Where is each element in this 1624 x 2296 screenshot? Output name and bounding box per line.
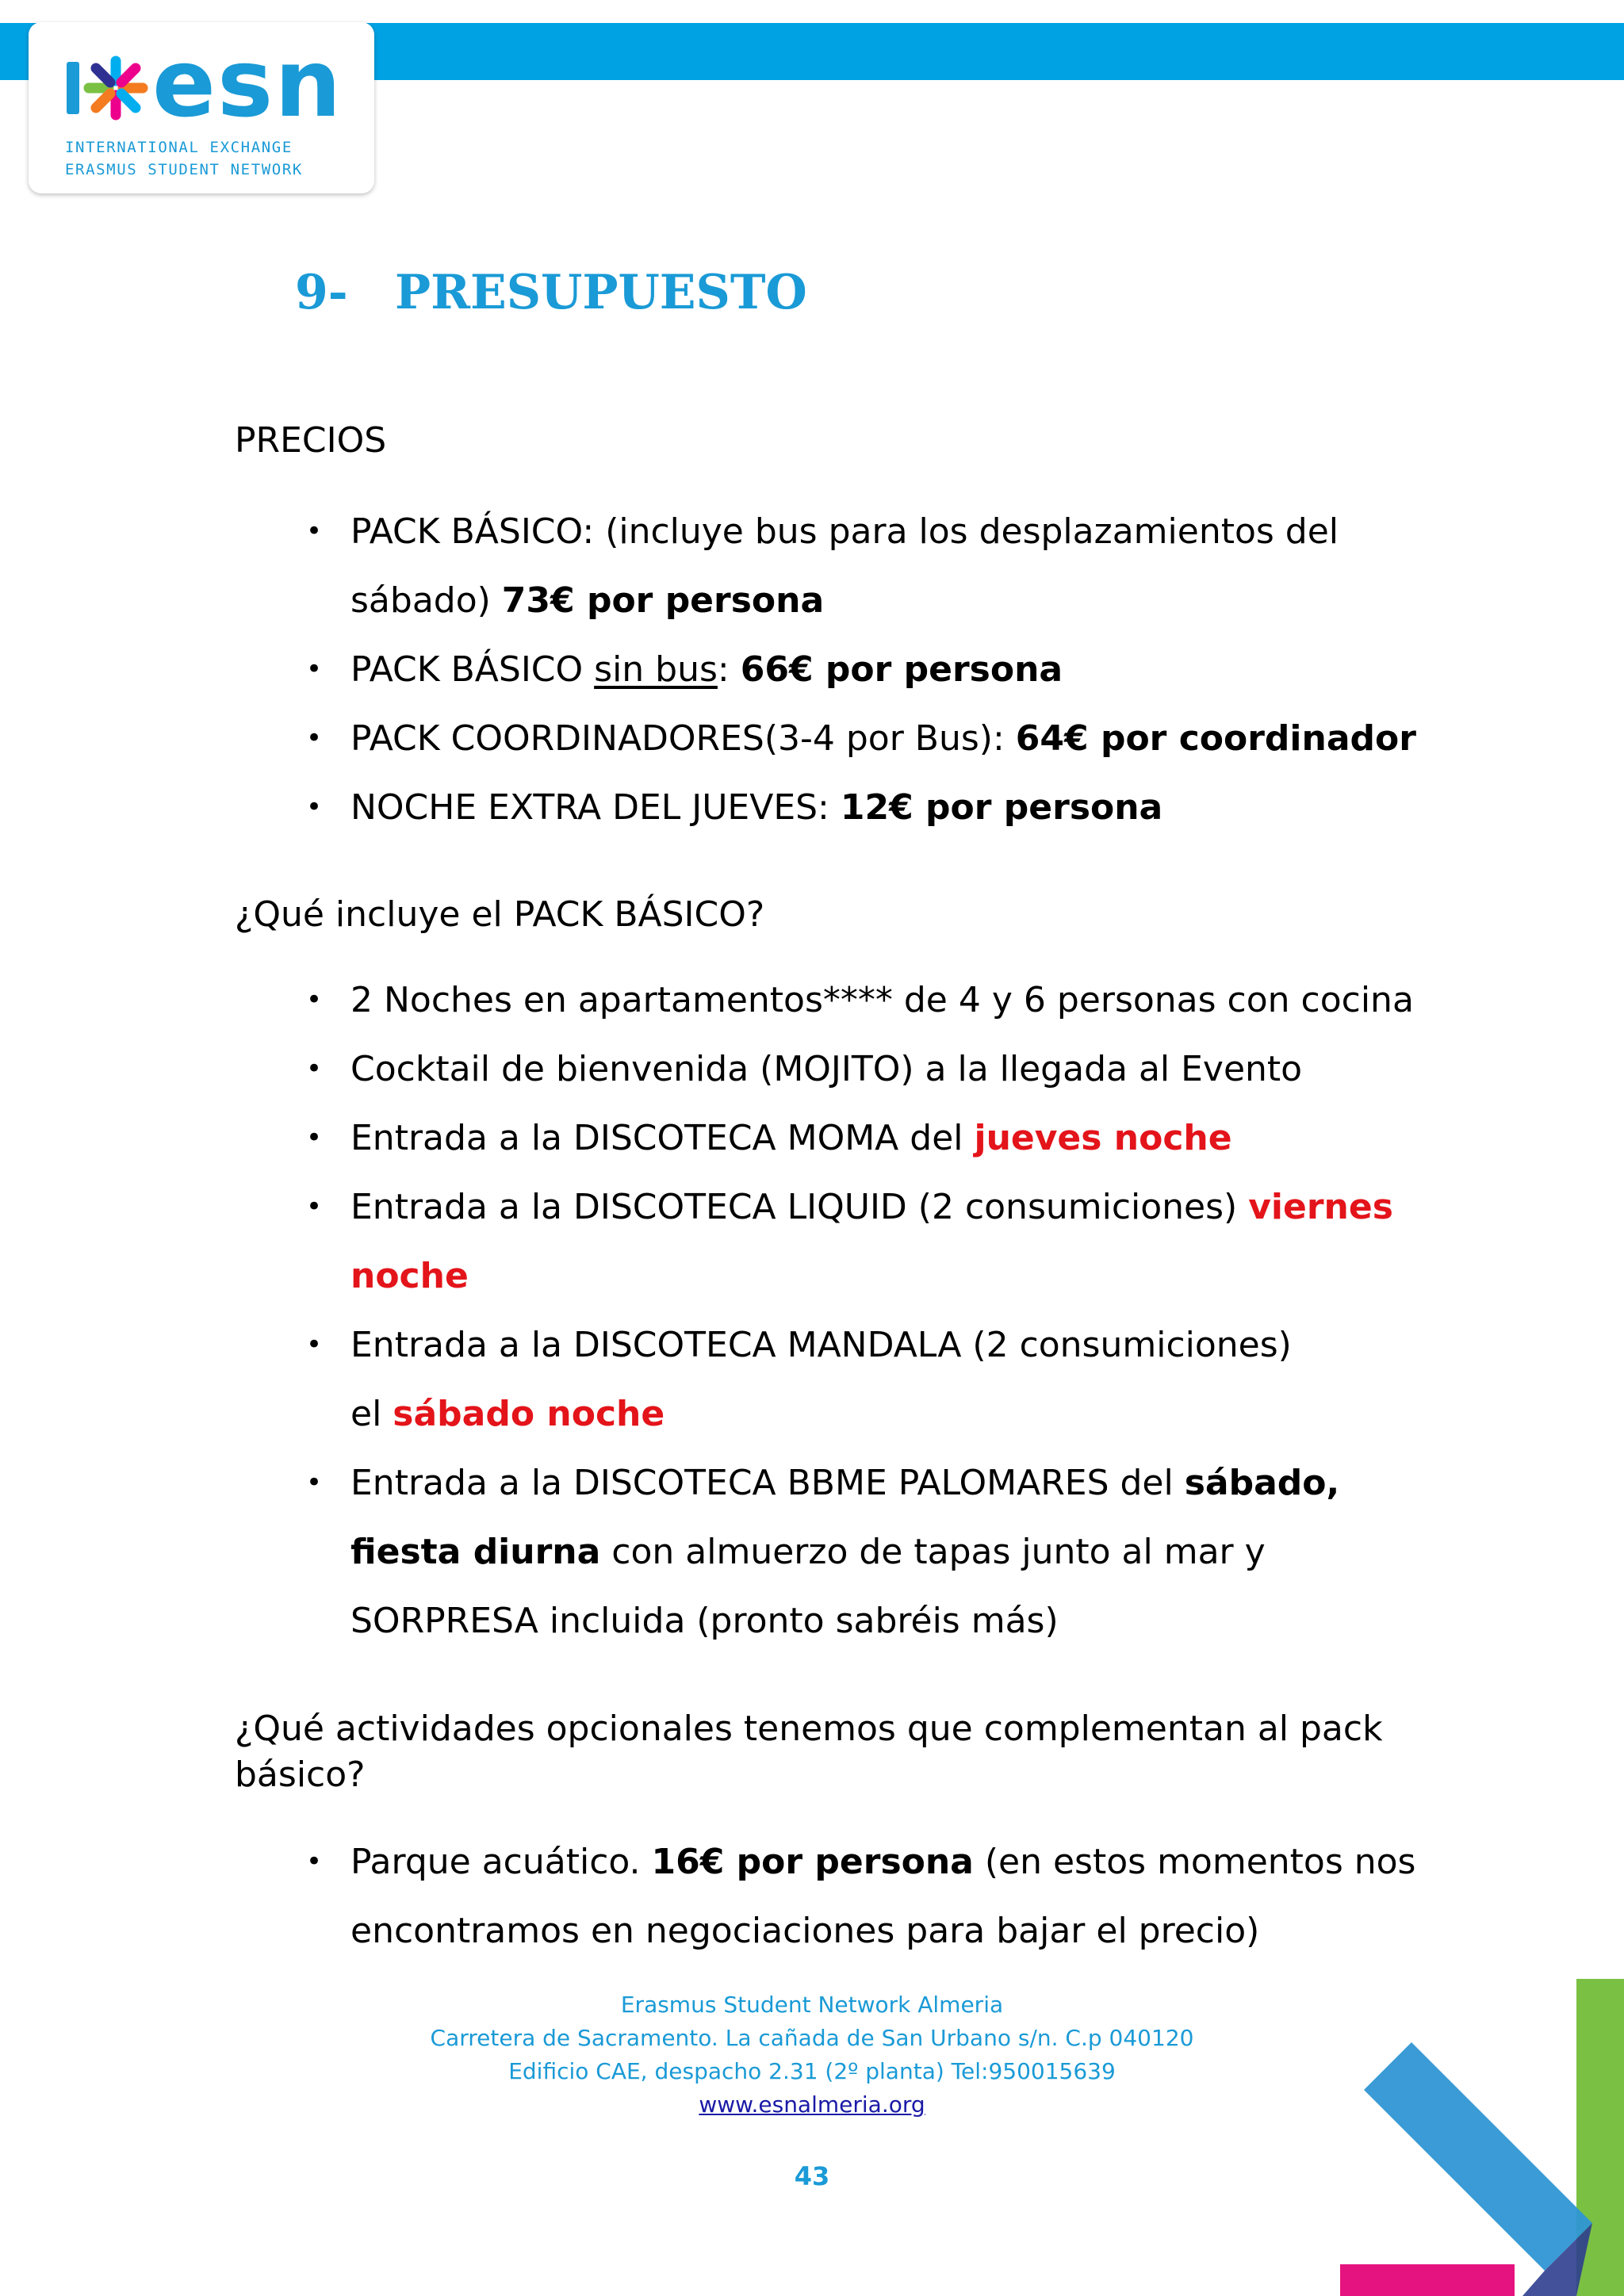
included-mandala: Entrada a la DISCOTECA MANDALA (2 consumiciones) <box>350 1325 1292 1365</box>
prices-heading: PRECIOS <box>235 420 387 461</box>
included-liquid-when: viernes <box>1248 1187 1393 1227</box>
optional-waterpark-note-2: encontramos en negociaciones para bajar el precio) <box>350 1911 1260 1951</box>
price-extra-night-label: NOCHE EXTRA DEL JUEVES: <box>350 787 841 828</box>
footer-office: Edificio CAE, despacho 2.31 (2º planta) Tel:950015639 <box>508 2058 1116 2084</box>
list-item <box>350 1448 1414 1655</box>
logo-wordmark: esn <box>152 44 343 132</box>
optional-list <box>350 1827 1415 1965</box>
included-bbme-day: sábado, <box>1184 1463 1340 1503</box>
prices-list <box>350 497 1416 842</box>
included-bbme: Entrada a la DISCOTECA BBME PALOMARES del <box>350 1463 1185 1503</box>
included-apartments: 2 Noches en apartamentos**** de 4 y 6 personas con cocina <box>350 980 1414 1020</box>
esn-logo-icon <box>63 44 354 132</box>
section-number: 9- <box>295 265 348 320</box>
included-liquid: Entrada a la DISCOTECA LIQUID (2 consumiciones) <box>350 1187 1249 1227</box>
section-title: PRESUPUESTO <box>395 265 807 320</box>
included-cocktail: Cocktail de bienvenida (MOJITO) a la llegada al Evento <box>350 1049 1303 1089</box>
list-item <box>350 773 1416 842</box>
included-mandala-when: sábado noche <box>393 1394 665 1434</box>
list-item <box>350 1173 1414 1311</box>
tagline-line-1: INTERNATIONAL EXCHANGE <box>65 139 293 156</box>
included-bbme-lunch: con almuerzo de tapas junto al mar y <box>600 1532 1266 1572</box>
price-basic-amount: 73€ por persona <box>501 580 825 621</box>
price-nobus-label: PACK BÁSICO <box>350 649 595 690</box>
price-coord-amount: 64€ por coordinador <box>1015 718 1416 759</box>
price-nobus-colon: : <box>717 649 741 690</box>
optional-waterpark-price: 16€ por persona <box>651 1842 974 1882</box>
corner-decoration <box>1340 1979 1624 2296</box>
list-item <box>350 966 1414 1035</box>
list-item <box>350 497 1416 635</box>
price-basic-line1: PACK BÁSICO: (incluye bus para los desplazamientos del <box>350 511 1339 552</box>
logo-tagline <box>65 136 303 181</box>
list-item <box>350 1311 1414 1448</box>
list-item <box>350 1827 1415 1965</box>
esn-logo-card <box>29 22 374 193</box>
price-nobus-amount: 66€ por persona <box>740 649 1063 690</box>
page-number: 43 <box>794 2161 830 2191</box>
section-heading <box>295 265 807 320</box>
optional-heading-line2: básico? <box>235 1755 366 1795</box>
footer-org: Erasmus Student Network Almeria <box>620 1992 1004 2018</box>
list-item <box>350 1104 1414 1173</box>
list-item <box>350 704 1416 773</box>
included-liquid-when-2: noche <box>350 1256 469 1296</box>
included-heading: ¿Qué incluye el PACK BÁSICO? <box>235 894 765 935</box>
included-moma-when: jueves noche <box>974 1118 1232 1158</box>
optional-heading-line1: ¿Qué actividades opcionales tenemos que complementan al pack <box>235 1709 1383 1749</box>
optional-heading <box>235 1706 1383 1798</box>
price-nobus-underlined: sin bus <box>594 649 718 690</box>
price-extra-night-amount: 12€ por persona <box>840 787 1163 828</box>
included-bbme-surprise: SORPRESA incluida (pronto sabréis más) <box>350 1601 1059 1641</box>
list-item <box>350 1035 1414 1104</box>
included-mandala-el: el <box>350 1394 393 1434</box>
tagline-line-2: ERASMUS STUDENT NETWORK <box>65 161 303 178</box>
optional-waterpark: Parque acuático. <box>350 1842 652 1882</box>
price-coord-label: PACK COORDINADORES(3-4 por Bus): <box>350 718 1016 759</box>
price-basic-line2: sábado) <box>350 580 502 621</box>
list-item <box>350 635 1416 704</box>
footer-address: Carretera de Sacramento. La cañada de San Urbano s/n. C.p 040120 <box>430 2025 1194 2051</box>
included-bbme-party: fiesta diurna <box>350 1532 601 1572</box>
optional-waterpark-note: (en estos momentos nos <box>973 1842 1416 1882</box>
footer-website-link[interactable]: www.esnalmeria.org <box>699 2091 925 2118</box>
included-moma: Entrada a la DISCOTECA MOMA del <box>350 1118 975 1158</box>
included-list <box>350 966 1414 1655</box>
